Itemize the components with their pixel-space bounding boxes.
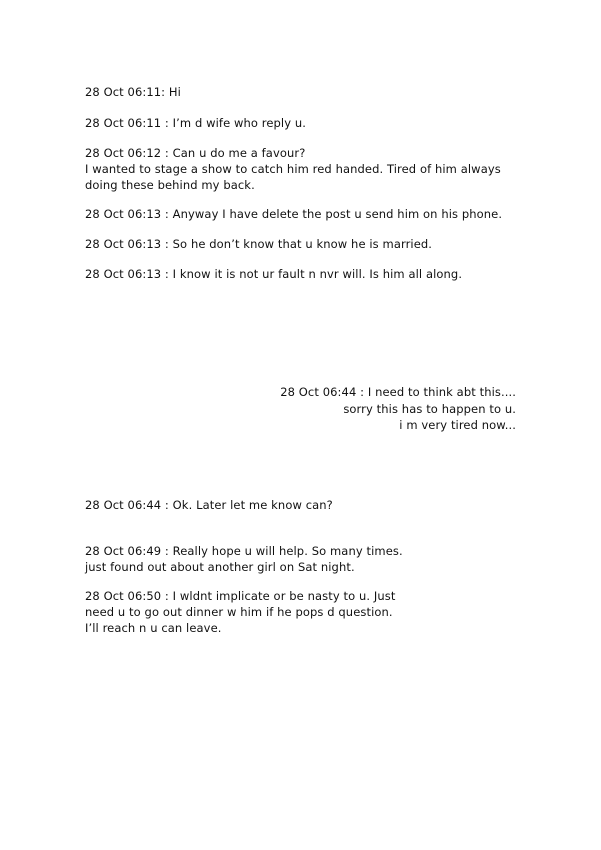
message-4 [85,206,555,222]
message-line: 28 Oct 06:12 : Can u do me a favour? [85,146,306,160]
message-line: 28 Oct 06:13 : So he don’t know that u know he is married. [85,237,433,251]
message-3 [85,145,555,193]
message-9 [85,543,555,575]
message-line: 28 Oct 06:11 : I’m d wife who reply u. [85,116,307,130]
message-line: doing these behind my back. [85,178,255,192]
message-line: just found out about another girl on Sat night. [85,560,355,574]
message-6 [85,266,555,282]
message-line: 28 Oct 06:44 : Ok. Later let me know can? [85,498,333,512]
message-5 [85,236,555,252]
message-line: 28 Oct 06:50 : I wldnt implicate or be nasty to u. Just [85,589,396,603]
message-7-reply [280,384,516,434]
message-8 [85,497,555,513]
message-line: 28 Oct 06:13 : Anyway I have delete the post u send him on his phone. [85,207,503,221]
message-line: sorry this has to happen to u. [343,401,516,416]
message-line: 28 Oct 06:13 : I know it is not ur fault n nvr will. Is him all along. [85,267,463,281]
message-line: I’ll reach n u can leave. [85,621,222,635]
message-line: 28 Oct 06:49 : Really hope u will help. So many times. [85,544,403,558]
message-2 [85,115,555,131]
message-line: i m very tired now... [399,418,516,432]
message-line: need u to go out dinner w him if he pops d question. [85,605,393,619]
message-10 [85,588,555,636]
message-line: 28 Oct 06:44 : I need to think abt this.... [280,385,516,399]
message-1 [85,84,555,100]
message-line: 28 Oct 06:11: Hi [85,85,181,99]
message-line: I wanted to stage a show to catch him red handed. Tired of him always [85,162,501,176]
